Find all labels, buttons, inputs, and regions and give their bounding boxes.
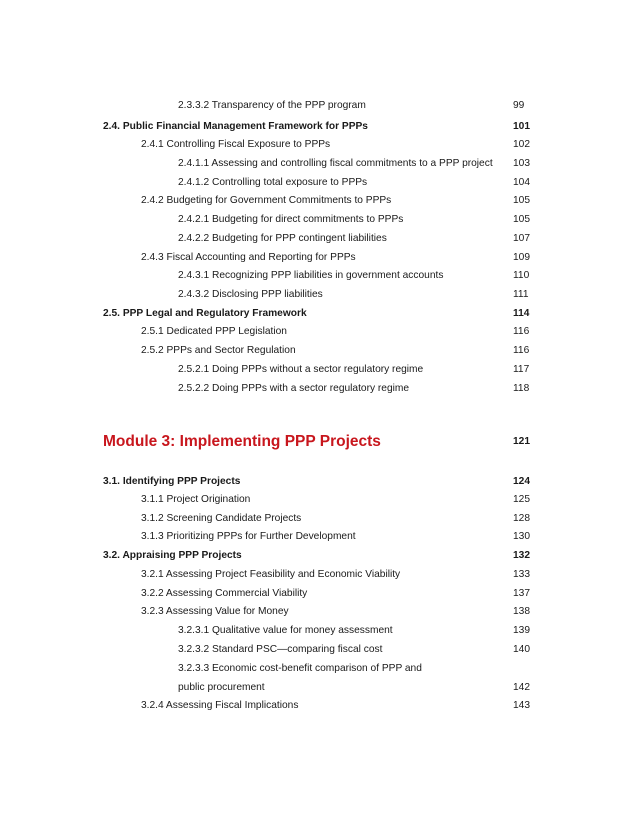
toc-entry-page: 114 bbox=[513, 308, 530, 319]
toc-entry-3-1-2 bbox=[0, 510, 638, 528]
toc-entry-page: 138 bbox=[513, 606, 530, 617]
toc-entry-2-4-3 bbox=[0, 249, 638, 267]
toc-entry-2-5-2-2 bbox=[0, 380, 638, 398]
toc-entry-label: 3.1.3 Prioritizing PPPs for Further Development bbox=[141, 531, 356, 542]
toc-entry-label: 2.4.3.2 Disclosing PPP liabilities bbox=[178, 289, 323, 300]
toc-entry-page: 117 bbox=[513, 364, 530, 375]
toc-entry-page: 116 bbox=[513, 326, 530, 337]
toc-entry-page: 107 bbox=[513, 233, 530, 244]
toc-entry-label: 3.2.3 Assessing Value for Money bbox=[141, 606, 289, 617]
toc-entry-label: 3.1.1 Project Origination bbox=[141, 494, 251, 505]
toc-entry-label: 3.2.3.1 Qualitative value for money assessment bbox=[178, 625, 393, 636]
toc-entry-2-4-3-1 bbox=[0, 267, 638, 285]
toc-entry-3-2-3 bbox=[0, 603, 638, 621]
toc-entry-3-2-3-1 bbox=[0, 622, 638, 640]
toc-entry-2-5-2 bbox=[0, 342, 638, 360]
toc-entry-page: 101 bbox=[513, 121, 530, 132]
toc-entry-page: 99 bbox=[513, 100, 525, 111]
toc-entry-label: 2.3.3.2 Transparency of the PPP program bbox=[178, 100, 366, 111]
toc-entry-3-2-3-3-continued bbox=[0, 679, 638, 697]
toc-entry-2-4-3-2 bbox=[0, 286, 638, 304]
toc-entry-label: 2.5.2.1 Doing PPPs without a sector regulatory regime bbox=[178, 364, 424, 375]
toc-entry-page: 133 bbox=[513, 569, 530, 580]
toc-entry-label: 2.5.1 Dedicated PPP Legislation bbox=[141, 326, 287, 337]
toc-section-3-1 bbox=[0, 473, 638, 491]
toc-entry-label: 3.2.4 Assessing Fiscal Implications bbox=[141, 700, 299, 711]
toc-entry-label: 3.2.2 Assessing Commercial Viability bbox=[141, 588, 308, 599]
toc-entry-3-2-4 bbox=[0, 697, 638, 715]
toc-entry-2-5-1 bbox=[0, 323, 638, 341]
toc-entry-page: 143 bbox=[513, 700, 530, 711]
toc-entry-3-2-1 bbox=[0, 566, 638, 584]
toc-entry-3-2-3-2 bbox=[0, 641, 638, 659]
toc-entry-page: 105 bbox=[513, 195, 530, 206]
toc-entry-page: 137 bbox=[513, 588, 530, 599]
toc-entry-label: 3.1. Identifying PPP Projects bbox=[103, 476, 241, 487]
toc-entry-page: 105 bbox=[513, 214, 530, 225]
toc-entry-label: 2.5.2 PPPs and Sector Regulation bbox=[141, 345, 296, 356]
toc-entry-label: 2.4.2.2 Budgeting for PPP contingent liabilities bbox=[178, 233, 387, 244]
toc-entry-page: 142 bbox=[513, 682, 530, 693]
module-page: 121 bbox=[513, 436, 530, 447]
module-3-heading bbox=[0, 429, 638, 455]
toc-section-2-5 bbox=[0, 305, 638, 323]
toc-entry-label: 3.2.1 Assessing Project Feasibility and Economic Viability bbox=[141, 569, 401, 580]
toc-entry-page: 109 bbox=[513, 252, 530, 263]
toc-entry-page: 124 bbox=[513, 476, 530, 487]
toc-entry-page: 111 bbox=[513, 289, 529, 300]
toc-entry-page: 128 bbox=[513, 513, 530, 524]
toc-entry-label: 3.2. Appraising PPP Projects bbox=[103, 550, 242, 561]
toc-entry-2-4-2-2 bbox=[0, 230, 638, 248]
toc-entry-page: 102 bbox=[513, 139, 530, 150]
toc-entry-3-1-3 bbox=[0, 528, 638, 546]
toc-entry-2-4-1-1 bbox=[0, 155, 638, 173]
toc-entry-2-3-3-2 bbox=[0, 97, 638, 115]
toc-entry-label: 2.5.2.2 Doing PPPs with a sector regulatory regime bbox=[178, 383, 410, 394]
toc-entry-label: 2.4.2 Budgeting for Government Commitments to PPPs bbox=[141, 195, 392, 206]
toc-entry-page: 104 bbox=[513, 177, 530, 188]
toc-entry-label: 2.4.1.1 Assessing and controlling fiscal commitments to a PPP project bbox=[178, 158, 493, 169]
toc-entry-page: 125 bbox=[513, 494, 530, 505]
toc-entry-page: 132 bbox=[513, 550, 530, 561]
toc-entry-label: 2.5. PPP Legal and Regulatory Framework bbox=[103, 308, 307, 319]
toc-entry-3-2-2 bbox=[0, 585, 638, 603]
toc-entry-page: 116 bbox=[513, 345, 530, 356]
toc-entry-3-2-3-3 bbox=[0, 660, 638, 678]
toc-entry-2-5-2-1 bbox=[0, 361, 638, 379]
toc-entry-label: 2.4.2.1 Budgeting for direct commitments to PPPs bbox=[178, 214, 404, 225]
module-title: Module 3: Implementing PPP Projects bbox=[103, 433, 381, 450]
toc-entry-label: 2.4. Public Financial Management Framework for PPPs bbox=[103, 121, 368, 132]
toc-entry-page: 140 bbox=[513, 644, 530, 655]
toc-entry-2-4-1-2 bbox=[0, 174, 638, 192]
toc-entry-label: public procurement bbox=[178, 682, 265, 693]
toc-entry-page: 130 bbox=[513, 531, 530, 542]
toc-entry-label: 3.2.3.3 Economic cost-benefit comparison of PPP and bbox=[178, 663, 422, 674]
toc-entry-2-4-1 bbox=[0, 136, 638, 154]
toc-entry-3-1-1 bbox=[0, 491, 638, 509]
toc-entry-label: 3.1.2 Screening Candidate Projects bbox=[141, 513, 302, 524]
toc-entry-label: 2.4.1 Controlling Fiscal Exposure to PPPs bbox=[141, 139, 331, 150]
toc-entry-page: 139 bbox=[513, 625, 530, 636]
toc-entry-page: 103 bbox=[513, 158, 530, 169]
toc-entry-2-4-2 bbox=[0, 192, 638, 210]
toc-section-3-2 bbox=[0, 547, 638, 565]
toc-entry-page: 110 bbox=[513, 270, 530, 281]
toc-entry-2-4-2-1 bbox=[0, 211, 638, 229]
toc-entry-label: 2.4.3.1 Recognizing PPP liabilities in government accounts bbox=[178, 270, 444, 281]
toc-entry-label: 3.2.3.2 Standard PSC—comparing fiscal cost bbox=[178, 644, 383, 655]
toc-entry-page: 118 bbox=[513, 383, 530, 394]
toc-entry-label: 2.4.1.2 Controlling total exposure to PPPs bbox=[178, 177, 368, 188]
toc-entry-label: 2.4.3 Fiscal Accounting and Reporting for PPPs bbox=[141, 252, 356, 263]
toc-section-2-4 bbox=[0, 118, 638, 136]
